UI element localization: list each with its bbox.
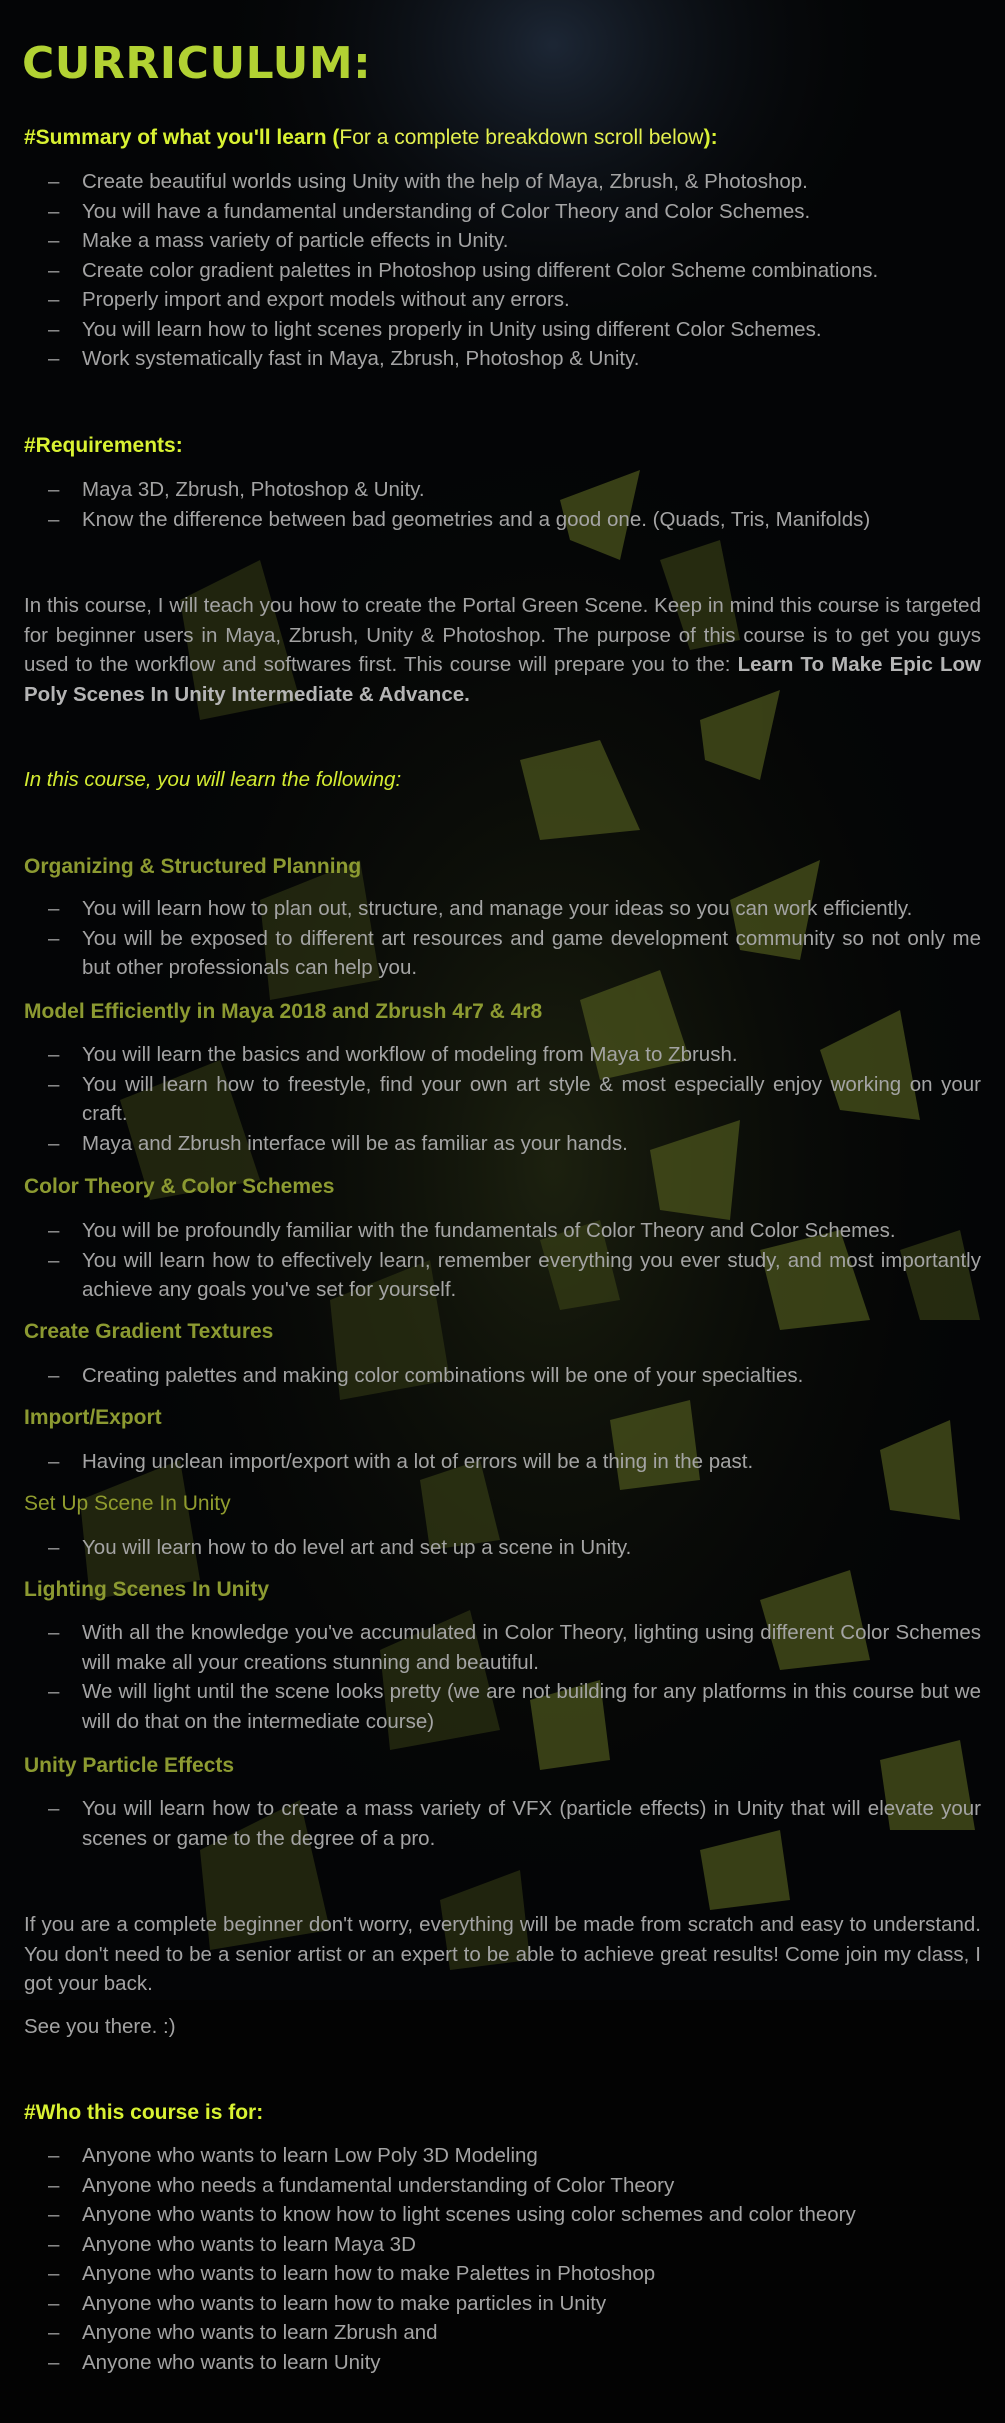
list-item: – You will learn how to do level art and set up a scene in Unity.: [24, 1533, 981, 1563]
requirements-heading: #Requirements:: [24, 434, 183, 457]
section-list-setup-scene: [24, 1533, 981, 1563]
list-item: – You will be exposed to different art resources and game development community so not only me but other professionals can help you.: [24, 924, 981, 983]
list-item: – Work systematically fast in Maya, Zbrush, Photoshop & Unity.: [24, 344, 981, 374]
list-item: – Anyone who wants to learn how to make particles in Unity: [24, 2289, 981, 2319]
section-heading-organizing: Organizing & Structured Planning: [24, 855, 362, 878]
list-item: – Make a mass variety of particle effects in Unity.: [24, 226, 981, 256]
list-item: – Anyone who wants to know how to light scenes using color schemes and color theory: [24, 2200, 981, 2230]
section-heading-lighting: Lighting Scenes In Unity: [24, 1578, 270, 1601]
section-heading-modeling: Model Efficiently in Maya 2018 and Zbrush 4r7 & 4r8: [24, 1000, 543, 1023]
section-heading-import-export: Import/Export: [24, 1406, 162, 1429]
list-item: – You will learn how to plan out, structure, and manage your ideas so you can work efficiently.: [24, 894, 981, 924]
list-item: – Create beautiful worlds using Unity with the help of Maya, Zbrush, & Photoshop.: [24, 167, 981, 197]
list-item: – You will learn how to light scenes properly in Unity using different Color Schemes.: [24, 315, 981, 345]
section-list-modeling: [24, 1040, 981, 1158]
section-list-organizing: [24, 894, 981, 983]
audience-heading: #Who this course is for:: [24, 2101, 264, 2124]
summary-note: For a complete breakdown scroll below: [339, 126, 704, 149]
intro-course-link-text: Learn To Make Epic Low Poly Scenes In Unity Intermediate & Advance.: [24, 653, 981, 706]
summary-paren-open: (: [326, 126, 340, 149]
list-item: – You will have a fundamental understanding of Color Theory and Color Schemes.: [24, 197, 981, 227]
list-item: – Anyone who wants to learn Unity: [24, 2348, 981, 2378]
list-item: – Anyone who wants to learn Low Poly 3D Modeling: [24, 2141, 981, 2171]
section-list-import-export: [24, 1447, 981, 1477]
list-item: – With all the knowledge you've accumulated in Color Theory, lighting using different Color Schemes will make all your creations stunning and beautiful.: [24, 1618, 981, 1677]
list-item: – You will learn how to effectively learn, remember everything you ever study, and most importantly achieve any goals you've set for yourself.: [24, 1246, 981, 1305]
list-item: – Having unclean import/export with a lot of errors will be a thing in the past.: [24, 1447, 981, 1477]
list-item: – Creating palettes and making color combinations will be one of your specialties.: [24, 1361, 981, 1391]
requirements-list: [24, 475, 981, 534]
section-list-lighting: [24, 1618, 981, 1736]
see-you-text: See you there. :): [24, 2015, 176, 2038]
intro-paragraph: [24, 591, 981, 709]
list-item: – Anyone who wants to learn Maya 3D: [24, 2230, 981, 2260]
section-heading-gradient: Create Gradient Textures: [24, 1320, 274, 1343]
list-item: – Anyone who wants to learn Zbrush and: [24, 2318, 981, 2348]
list-item: – We will light until the scene looks pretty (we are not building for any platforms in this course but we will do that on the intermediate course): [24, 1677, 981, 1736]
section-list-particles: [24, 1794, 981, 1853]
summary-heading: [24, 126, 718, 150]
list-item: – Know the difference between bad geometries and a good one. (Quads, Tris, Manifolds): [24, 505, 981, 535]
closing-paragraph: If you are a complete beginner don't worry, everything will be made from scratch and easy to understand. You don't need to be a senior artist or an expert to be able to achieve great results! Come join my class, I got your back.: [24, 1913, 981, 1995]
section-heading-color-theory: Color Theory & Color Schemes: [24, 1175, 335, 1198]
list-item: – Create color gradient palettes in Photoshop using different Color Scheme combinations.: [24, 256, 981, 286]
summary-heading-label: #Summary of what you'll learn: [24, 126, 327, 149]
list-item: – You will learn how to freestyle, find your own art style & most especially enjoy working on your craft.: [24, 1070, 981, 1129]
section-list-gradient: [24, 1361, 981, 1391]
summary-paren-close: ):: [703, 126, 718, 149]
audience-list: [24, 2141, 981, 2377]
page-title: CURRICULUM:: [22, 38, 372, 89]
summary-list: [24, 167, 981, 374]
list-item: – You will learn the basics and workflow of modeling from Maya to Zbrush.: [24, 1040, 981, 1070]
list-item: – Anyone who needs a fundamental understanding of Color Theory: [24, 2171, 981, 2201]
section-heading-setup-scene: Set Up Scene In Unity: [24, 1492, 231, 1515]
intro-text: In this course, I will teach you how to create the Portal Green Scene. Keep in mind this course is targeted for beginner users in Maya, Zbrush, Unity & Photoshop. The purpose of this course is to get you guys used to the workflow and softwares first. This course will prepare you to the:: [24, 594, 981, 676]
list-item: – Anyone who wants to learn how to make Palettes in Photoshop: [24, 2259, 981, 2289]
list-item: – You will be profoundly familiar with the fundamentals of Color Theory and Color Schemes.: [24, 1216, 981, 1246]
list-item: – Maya 3D, Zbrush, Photoshop & Unity.: [24, 475, 981, 505]
section-list-color-theory: [24, 1216, 981, 1305]
list-item: – Maya and Zbrush interface will be as familiar as your hands.: [24, 1129, 981, 1159]
list-item: – You will learn how to create a mass variety of VFX (particle effects) in Unity that will elevate your scenes or game to the degree of a pro.: [24, 1794, 981, 1853]
section-heading-particles: Unity Particle Effects: [24, 1754, 235, 1777]
list-item: – Properly import and export models without any errors.: [24, 285, 981, 315]
learn-heading: In this course, you will learn the following:: [24, 768, 402, 791]
